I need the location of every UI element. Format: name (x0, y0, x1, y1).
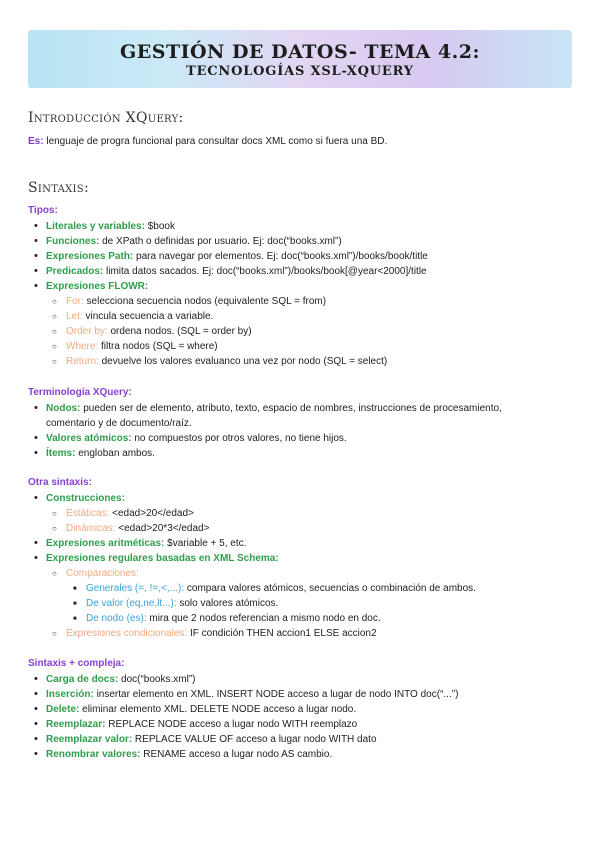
item-label: Reemplazar: (46, 719, 106, 730)
item-label: Return: (66, 356, 99, 367)
item-text: ordena nodos. (SQL = order by) (107, 326, 252, 337)
item-text: vincula secuencia a variable. (82, 311, 214, 322)
list-subsubitem (28, 611, 568, 626)
list-subitem (28, 626, 568, 641)
item-label: Literales y variables: (46, 221, 145, 232)
item-label: Dinámicas: (66, 523, 116, 534)
intro-heading: Introducción XQuery: (28, 110, 184, 126)
list-item (28, 717, 568, 732)
list-item (28, 732, 568, 747)
otra-sintaxis-subheading: Otra sintaxis: (28, 477, 92, 488)
item-label: Reemplazar valor: (46, 734, 133, 745)
item-label: Nodos: (46, 403, 81, 414)
list-item (28, 279, 568, 294)
list-item (28, 234, 568, 249)
list-item (28, 446, 568, 461)
item-text: solo valores atómicos. (176, 598, 279, 609)
item-label: Expresiones aritméticas: (46, 538, 165, 549)
item-label: Expresiones regulares basadas en XML Schema: (46, 553, 279, 564)
item-label: Renombrar valores: (46, 749, 141, 760)
item-text-cont: comentario y de documento/raíz. (46, 418, 192, 429)
flowr-item (28, 339, 568, 354)
item-text: compara valores atómicos, secuencias o combinación de ambos. (184, 583, 476, 594)
list-item (28, 401, 568, 431)
item-text: limita datos sacados. Ej: doc(“books.xml”)/books/book[@year<2000]/title (103, 266, 427, 277)
item-label: Valores atómicos: (46, 433, 132, 444)
item-text: <edad>20*3</edad> (115, 523, 210, 534)
list-subsubitem (28, 596, 568, 611)
intro-text: lenguaje de progra funcional para consultar docs XML como si fuera una BD. (43, 136, 388, 147)
intro-paragraph (28, 136, 387, 147)
list-item (28, 702, 568, 717)
item-label: Estáticas: (66, 508, 110, 519)
list-item (28, 672, 568, 687)
list-subsubitem (28, 581, 568, 596)
item-label: Let: (66, 311, 83, 322)
list-item (28, 687, 568, 702)
item-text: REPLACE NODE acceso a lugar nodo WITH reemplazo (105, 719, 358, 730)
list-item (28, 249, 568, 264)
otra-sintaxis-list (28, 491, 568, 641)
item-label: Funciones: (46, 236, 100, 247)
flowr-item (28, 324, 568, 339)
item-label: Expresiones condicionales: (66, 628, 188, 639)
list-item (28, 747, 568, 762)
item-text: <edad>20</edad> (109, 508, 194, 519)
item-label: Order by: (66, 326, 108, 337)
tipos-subheading: Tipos: (28, 205, 58, 216)
item-text: mira que 2 nodos referencian a mismo nodo en doc. (146, 613, 381, 624)
item-text: de XPath o definidas por usuario. Ej: doc(“books.xml”) (99, 236, 342, 247)
list-subitem (28, 521, 568, 536)
item-text: no compuestos por otros valores, no tiene hijos. (131, 433, 347, 444)
terminologia-subheading: Terminología XQuery: (28, 387, 132, 398)
item-label: Expresiones FLOWR: (46, 281, 149, 292)
flowr-item (28, 309, 568, 324)
item-label: Carga de docs: (46, 674, 119, 685)
item-text: pueden ser de elemento, atributo, texto, espacio de nombres, instrucciones de procesamiento, (80, 403, 502, 414)
item-text: eliminar elemento XML. DELETE NODE acceso a lugar nodo. (79, 704, 357, 715)
list-item (28, 536, 568, 551)
item-text: filtra nodos (SQL = where) (98, 341, 218, 352)
item-text: engloban ambos. (75, 448, 155, 459)
list-item (28, 264, 568, 279)
item-label: De valor (eq,ne,lt...): (86, 598, 177, 609)
list-item (28, 219, 568, 234)
item-label: Expresiones Path: (46, 251, 134, 262)
page-subtitle: TECNOLOGÍAS XSL-XQUERY (186, 64, 414, 79)
item-label: De nodo (es): (86, 613, 147, 624)
item-text: $book (144, 221, 175, 232)
item-label: Generales (=, !=,<,...): (86, 583, 185, 594)
item-label: Predicados: (46, 266, 104, 277)
item-text: para navegar por elementos. Ej: doc(“books.xml”)/books/book/title (133, 251, 428, 262)
item-text: RENAME acceso a lugar nodo AS cambio. (140, 749, 333, 760)
list-subitem (28, 566, 568, 581)
sintaxis-heading: Sintaxis: (28, 180, 89, 196)
compleja-list (28, 672, 568, 762)
item-text: REPLACE VALUE OF acceso a lugar nodo WITH dato (132, 734, 377, 745)
flowr-item (28, 354, 568, 369)
terminologia-list (28, 401, 568, 461)
title-banner (28, 30, 572, 88)
flowr-item (28, 294, 568, 309)
list-item (28, 551, 568, 566)
item-text: devuelve los valores evaluanco una vez por nodo (SQL = select) (98, 356, 388, 367)
list-subitem (28, 506, 568, 521)
item-text: $variable + 5, etc. (164, 538, 247, 549)
item-label: Ítems: (46, 448, 76, 459)
item-label: Inserción: (46, 689, 94, 700)
intro-label: Es: (28, 136, 44, 147)
compleja-subheading: Sintaxis + compleja: (28, 658, 125, 669)
item-text: selecciona secuencia nodos (equivalente SQL = from) (83, 296, 327, 307)
item-label: Construcciones: (46, 493, 125, 504)
list-item (28, 431, 568, 446)
item-text: doc(“books.xml”) (118, 674, 196, 685)
item-label: Comparaciones: (66, 568, 139, 579)
item-label: Delete: (46, 704, 80, 715)
list-item (28, 491, 568, 506)
item-label: For: (66, 296, 84, 307)
tipos-list (28, 219, 568, 369)
item-text: insertar elemento en XML. INSERT NODE acceso a lugar de nodo INTO doc(“...”) (93, 689, 459, 700)
item-text: IF condición THEN accion1 ELSE accion2 (187, 628, 377, 639)
page-title: GESTIÓN DE DATOS- TEMA 4.2: (120, 41, 480, 63)
item-label: Where: (66, 341, 99, 352)
